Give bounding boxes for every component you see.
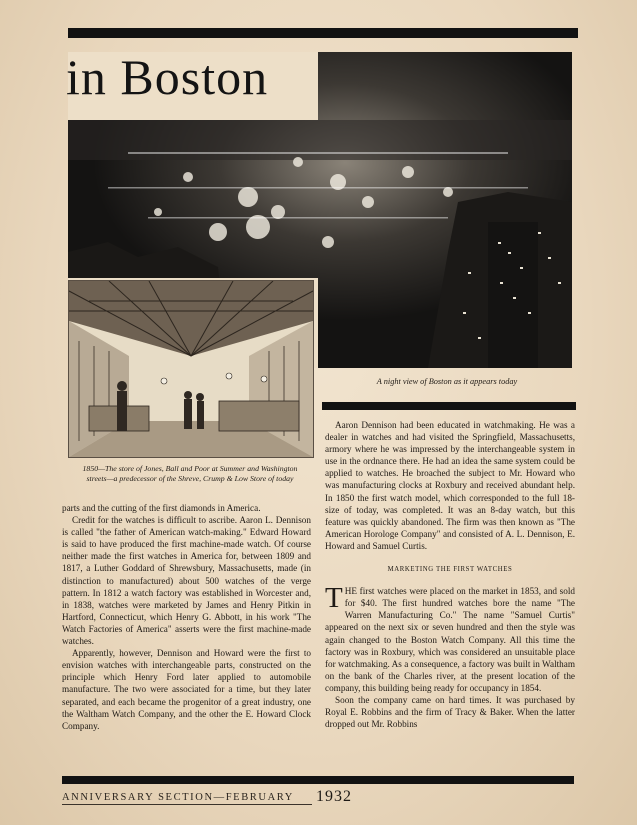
column-rule [322,402,576,410]
footer-underline [62,804,312,805]
drop-cap: T [325,582,343,615]
section-heading: MARKETING THE FIRST WATCHES [387,566,513,574]
bottom-rule [62,776,574,784]
footer-year: 1932 [316,788,352,805]
right-paragraph [325,582,575,694]
left-paragraph: Credit for the watches is difficult to ascribe. Aaron L. Dennison is called "the father of American watch-making." Edward Howard is said to have produced the first machine-made watch. Of course neither made the first watches in America for, between 1809 and 1817, a Luther Goddard of Shrewsbury, Massachusetts, made (in distinction to manufactured) about 500 watches of the verge pattern. In 1812 a watch factory was established in Worcester and, in 1838, watches were marketed by James and Henry Pitkin in Hartford, Connecticut, which Henry G. Abbott, in his work "The Watch Factories of America" asserts were the first machine-made watches. [62,515,311,647]
right-column [325,419,575,730]
footer-label: ANNIVERSARY SECTION—FEBRUARY [62,792,294,803]
right-paragraph-text: HE first watches were placed on the market in 1853, and sold for $40. The first hundred watches bore the name "The Warren Manufacturing Co." The name "Samuel Curtis" appeared on the next six or seven hundred and then the style was again changed to the Boston Watch Company. All this time the factory was in Roxbury, which was considered an unsuitable place for watchmaking. As a consequence, a factory was built in Waltham on the bank of the Charles river, at the present location of the company, this building being ready for occupancy in 1854. [325,586,575,693]
right-paragraph: Aaron Dennison had been educated in watchmaking. He was a dealer in watches and had visited the Springfield, Massachusetts, armory where he was impressed by the interchangeable system in use in the ordnance there. He had an idea the same system could be applied to watches. He broached the subject to Mr. Howard who was manufacturing clocks at Roxbury and received abundant help. In 1850 the first watch model, which corresponded to the full 18-size of today, was completed. It was an 8-day watch, but this feature was quickly abandoned. The firm was then known as "The American Horologe Company" and consisted of A. L. Dennison, E. Howard and Samuel Curtis. [325,420,575,551]
top-rule [68,28,578,38]
right-paragraph: Soon the company came on hard times. It was purchased by Royal E. Robbins and the firm of Tracy & Baker. When the latter dropped out Mr. Robbins [325,694,575,730]
left-column [62,502,311,732]
photo-caption: A night view of Boston as it appears today [376,377,518,386]
left-paragraph: parts and the cutting of the first diamonds in America. [62,503,261,513]
store-engraving [68,280,314,458]
page-title: in Boston [66,49,269,105]
engraving-caption: 1850—The store of Jones, Ball and Poor at Summer and Washington streets—a predecessor of the Shreve, Crump & Low Store of today [82,464,298,483]
left-paragraph: Apparently, however, Dennison and Howard were the first to envision watches with interchangeable parts, constructed on the principle which Henry Ford later applied to automobile manufacture. The two were associated for a time, but they later separated, and each became the progenitor of a great industry, one the Waltham Watch Company, and the other the E. Howard Clock Company. [62,648,311,731]
